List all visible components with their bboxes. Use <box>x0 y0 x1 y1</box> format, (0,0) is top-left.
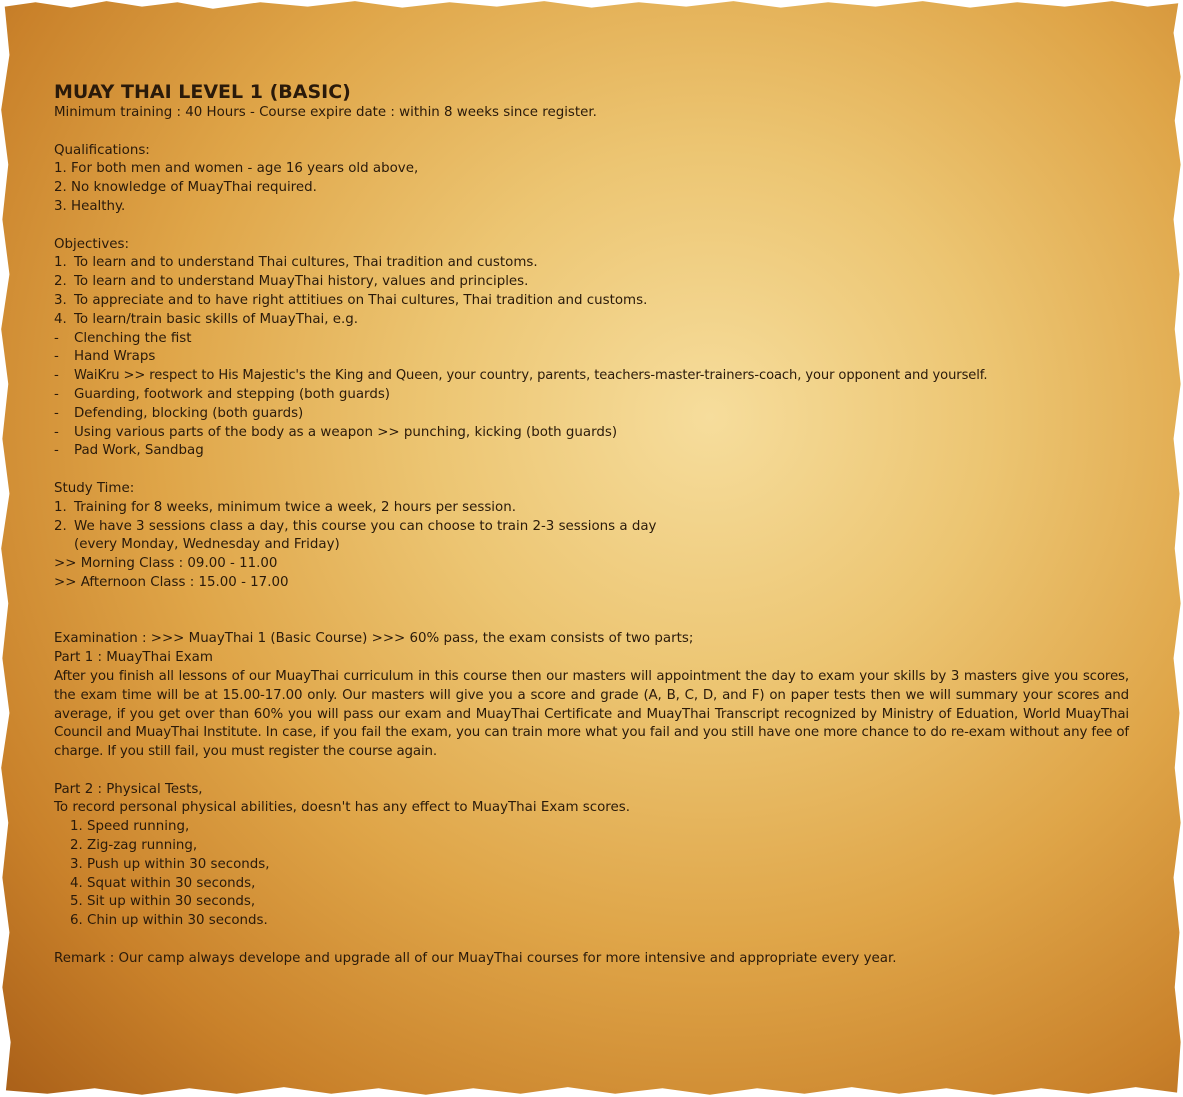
examination-heading: Examination : >>> MuayThai 1 (Basic Course) >>> 60% pass, the exam consists of two parts; <box>54 631 694 647</box>
list-marker: 4. <box>54 311 67 327</box>
qualifications-heading: Qualifications: <box>54 142 150 158</box>
objective-item <box>54 348 1129 367</box>
objective-text: Guarding, footwork and stepping (both guards) <box>74 386 391 402</box>
physical-test-item: 5. Sit up within 30 seconds, <box>70 894 256 910</box>
objective-text: Defending, blocking (both guards) <box>74 405 304 421</box>
objective-text: Clenching the fist <box>74 330 192 346</box>
physical-test-item: 4. Squat within 30 seconds, <box>70 875 256 891</box>
morning-class: >> Morning Class : 09.00 - 11.00 <box>54 556 278 572</box>
list-marker: - <box>54 349 59 365</box>
page-title: MUAY THAI LEVEL 1 (BASIC) <box>54 81 351 103</box>
list-marker: - <box>54 386 59 402</box>
course-description <box>54 80 1129 969</box>
course-summary: Minimum training : 40 Hours - Course expire date : within 8 weeks since register. <box>54 105 597 120</box>
study-time-item <box>54 518 1129 537</box>
objective-item <box>54 254 1129 273</box>
objective-item <box>54 330 1129 349</box>
study-time-section <box>54 480 1129 593</box>
qualification-item: 1. For both men and women - age 16 years old above, <box>54 161 419 177</box>
objective-text: To appreciate and to have right attitiues on Thai cultures, Thai tradition and customs. <box>74 292 648 308</box>
list-marker: 2. <box>54 274 67 290</box>
objectives-heading: Objectives: <box>54 236 129 252</box>
objective-item <box>54 292 1129 311</box>
study-time-text: We have 3 sessions class a day, this course you can choose to train 2-3 sessions a day <box>74 518 657 534</box>
objective-text: Pad Work, Sandbag <box>74 443 204 459</box>
part2-description: To record personal physical abilities, doesn't has any effect to MuayThai Exam scores. <box>54 800 630 816</box>
list-marker: 1. <box>54 255 67 271</box>
study-time-text: Training for 8 weeks, minimum twice a week, 2 hours per session. <box>74 499 516 515</box>
qualification-item: 3. Healthy. <box>54 198 126 214</box>
objective-item <box>54 424 1129 443</box>
objective-text: Hand Wraps <box>74 349 156 365</box>
qualification-item: 2. No knowledge of MuayThai required. <box>54 180 317 196</box>
part1-description: After you finish all lessons of our MuayThai curriculum in this course then our masters will appointment the day to exam your skills by 3 masters give you scores, the exam time will be at 15.00-17.00 only. Our masters will give you a score and grade (A, B, C, D, and F) on paper tests then we will summary your scores and average, if you get over than 60% you will pass our exam and MuayThai Certificate and MuayThai Transcript recognized by Ministry of Eduation, World MuayThai Council and MuayThai Institute. In case, if you fail the exam, you can train more what you fail and you still have one more chance to do re-exam without any fee of charge. If you still fail, you must register the course again. <box>54 668 1129 760</box>
qualifications-section <box>54 142 1129 217</box>
objective-text: Using various parts of the body as a weapon >> punching, kicking (both guards) <box>74 424 618 440</box>
study-time-heading: Study Time: <box>54 480 135 496</box>
list-marker: - <box>54 443 59 459</box>
remark: Remark : Our camp always develope and upgrade all of our MuayThai courses for more intensive and appropriate every year. <box>54 950 897 966</box>
physical-test-item: 1. Speed running, <box>70 819 190 835</box>
list-marker: - <box>54 368 59 384</box>
list-marker: 3. <box>54 292 67 308</box>
objective-text: To learn/train basic skills of MuayThai, e.g. <box>74 311 359 327</box>
objective-item <box>54 273 1129 292</box>
afternoon-class: >> Afternoon Class : 15.00 - 17.00 <box>54 574 289 590</box>
list-marker: - <box>54 330 59 346</box>
list-marker: 1. <box>54 499 67 515</box>
objective-item <box>54 442 1129 461</box>
part1-heading: Part 1 : MuayThai Exam <box>54 650 213 666</box>
list-marker: 2. <box>54 518 67 534</box>
physical-test-item: 6. Chin up within 30 seconds. <box>70 913 268 929</box>
physical-test-item: 3. Push up within 30 seconds, <box>70 856 270 872</box>
list-marker: - <box>54 405 59 421</box>
objective-text: To learn and to understand MuayThai history, values and principles. <box>74 274 529 290</box>
objective-text: WaiKru >> respect to His Majestic's the King and Queen, your country, parents, teachers-master-trainers-coach, your opponent and yourself. <box>74 368 988 384</box>
objectives-section <box>54 236 1129 462</box>
part2-heading: Part 2 : Physical Tests, <box>54 781 203 797</box>
physical-test-item: 2. Zig-zag running, <box>70 838 198 854</box>
list-marker: - <box>54 424 59 440</box>
objective-text: To learn and to understand Thai cultures, Thai tradition and customs. <box>74 255 538 271</box>
objective-item <box>54 386 1129 405</box>
objective-item <box>54 311 1129 330</box>
study-days: (every Monday, Wednesday and Friday) <box>74 537 340 553</box>
examination-section <box>54 630 1129 931</box>
study-time-item <box>54 499 1129 518</box>
objective-item <box>54 405 1129 424</box>
objective-item <box>54 367 1129 386</box>
